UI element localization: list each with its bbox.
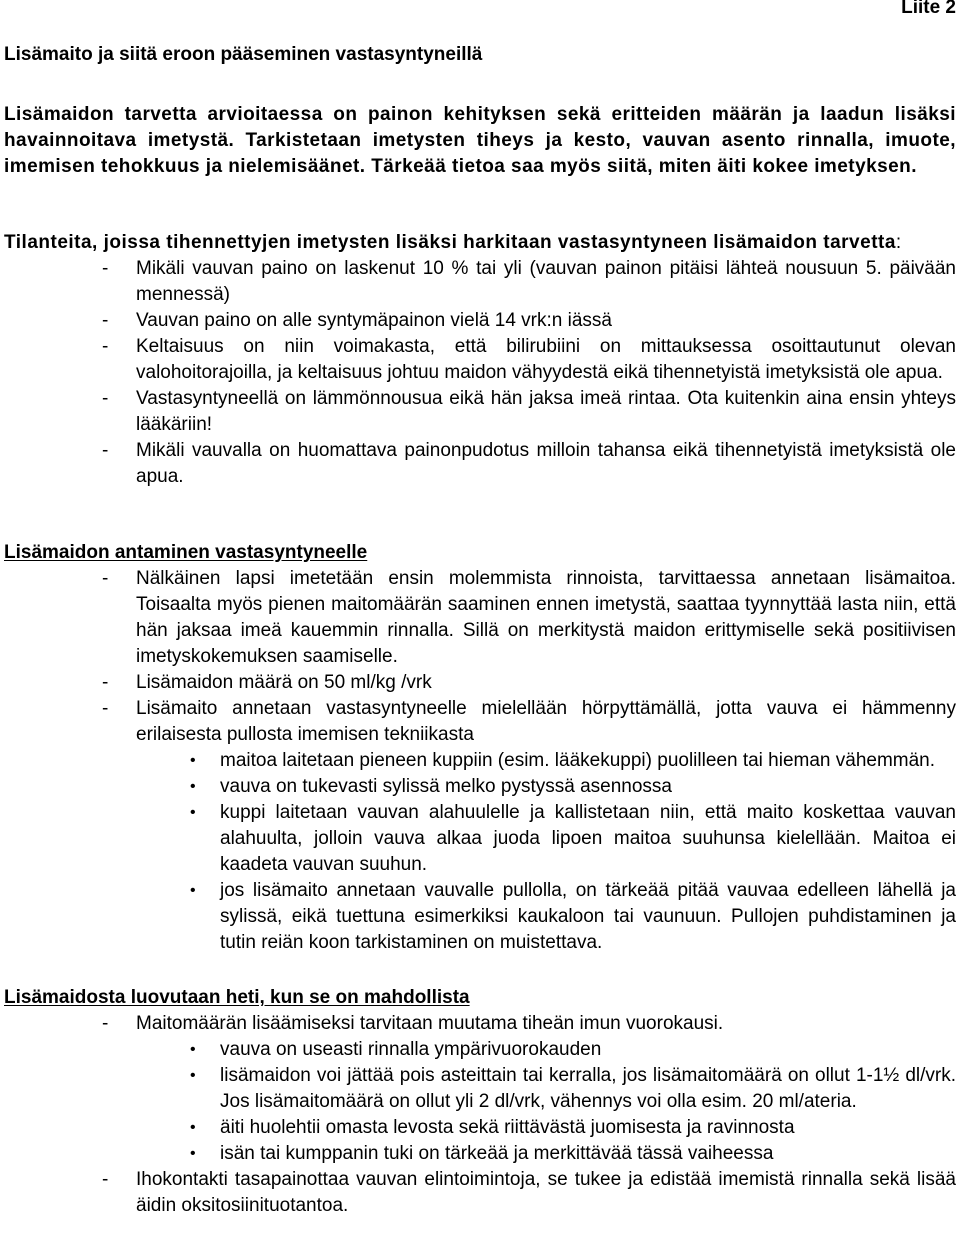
bullet-item bbox=[4, 774, 956, 800]
list-item-text: Mikäli vauvan paino on laskenut 10 % tai yli (vauvan painon pitäisi lähteä nousuun 5. päivään mennessä) bbox=[136, 258, 956, 305]
section-heading: Lisämaidon antaminen vastasyntyneelle bbox=[4, 542, 368, 563]
bullet-item-text: isän tai kumppanin tuki on tärkeää ja merkittävää tässä vaiheessa bbox=[220, 1143, 774, 1164]
list-item-text: Vauvan paino on alle syntymäpainon vielä 14 vrk:n iässä bbox=[136, 310, 612, 331]
list-item bbox=[4, 256, 956, 308]
bullet-item bbox=[4, 1115, 956, 1141]
weaning-list bbox=[4, 1011, 956, 1219]
list-item bbox=[4, 386, 956, 438]
bullet-item-text: vauva on tukevasti sylissä melko pystyssä asennossa bbox=[220, 776, 672, 797]
bullet-icon: • bbox=[190, 1067, 196, 1084]
bullet-item-text: maitoa laitetaan pieneen kuppiin (esim. lääkekuppi) puolilleen tai hieman vähemmän. bbox=[220, 750, 936, 771]
list-item-text: Maitomäärän lisäämiseksi tarvitaan muutama tiheän imun vuorokausi. bbox=[136, 1013, 724, 1034]
list-item bbox=[4, 334, 956, 386]
document-title: Lisämaito ja siitä eroon pääseminen vastasyntyneillä bbox=[4, 44, 483, 65]
situations-section bbox=[4, 230, 956, 490]
giving-list bbox=[4, 566, 956, 956]
list-item-text: Mikäli vauvalla on huomattava painonpudotus milloin tahansa eikä tihennetyistä imetyksistä ole apua. bbox=[136, 440, 956, 487]
list-item bbox=[4, 1167, 956, 1219]
bullet-icon: • bbox=[190, 752, 196, 769]
intro-paragraph: Lisämaidon tarvetta arvioitaessa on painon kehityksen sekä eritteiden määrän ja laadun lisäksi havainnoitava imetystä. Tarkistetaan imetysten tiheys ja kesto, vauvan asento rinnalla, imuote, imemisen tehokkuus ja nielemisäänet. Tärkeää tietoa saa myös siitä, miten äiti kokee imetyksen. bbox=[4, 104, 956, 177]
bullet-icon: • bbox=[190, 804, 196, 821]
dash-marker: - bbox=[102, 310, 109, 331]
list-item bbox=[4, 1011, 956, 1167]
bullet-icon: • bbox=[190, 882, 196, 899]
list-item bbox=[4, 308, 956, 334]
dash-marker: - bbox=[102, 1169, 109, 1190]
bullet-item bbox=[4, 748, 956, 774]
appendix-label: Liite 2 bbox=[901, 0, 956, 18]
bullet-item bbox=[4, 800, 956, 878]
cup-feeding-list bbox=[136, 748, 956, 956]
bullet-icon: • bbox=[190, 1119, 196, 1136]
section-heading: Lisämaidosta luovutaan heti, kun se on mahdollista bbox=[4, 987, 470, 1008]
list-item-text: Lisämaito annetaan vastasyntyneelle mielellään hörpyttämällä, jotta vauva ei hämmenny erilaisesta pullosta imemisen tekniikasta bbox=[136, 698, 956, 745]
dash-marker: - bbox=[102, 568, 109, 589]
bullet-item-text: vauva on useasti rinnalla ympärivuorokauden bbox=[220, 1039, 602, 1060]
list-item bbox=[4, 670, 956, 696]
list-item bbox=[4, 438, 956, 490]
list-item bbox=[4, 566, 956, 670]
dash-marker: - bbox=[102, 672, 109, 693]
dash-marker: - bbox=[102, 258, 109, 279]
bullet-item-text: jos lisämaito annetaan vauvalle pullolla, on tärkeää pitää vauvaa edelleen lähellä ja sylissä, eikä tuettuna esimerkiksi kaukaloon tai vaunuun. Pullojen puhdistaminen ja tutin reiän koon tarkistaminen on muistettava. bbox=[220, 880, 956, 953]
list-item-text: Ihokontakti tasapainottaa vauvan elintoimintoja, se tukee ja edistää imemistä rinnalla sekä lisää äidin oksitosiinituotantoa. bbox=[136, 1169, 956, 1216]
bullet-item bbox=[4, 878, 956, 956]
bullet-icon: • bbox=[190, 778, 196, 795]
situations-lead-colon: : bbox=[895, 232, 902, 253]
dash-marker: - bbox=[102, 440, 109, 461]
list-item-text: Nälkäinen lapsi imetetään ensin molemmista rinnoista, tarvittaessa annetaan lisämaitoa. Toisaalta myös pienen maitomäärän saaminen ennen imetystä, saattaa tyynnyttää lasta niin, että hän jaksaa imeä kauemmin rinnalla. Sillä on merkitystä maidon erittymiselle sekä positiivisen imetyskokemuksen saamiselle. bbox=[136, 568, 956, 667]
situations-lead bbox=[4, 230, 956, 256]
bullet-item bbox=[4, 1063, 956, 1115]
weaning-bullet-list bbox=[136, 1037, 956, 1167]
dash-marker: - bbox=[102, 388, 109, 409]
dash-marker: - bbox=[102, 1013, 109, 1034]
bullet-item bbox=[4, 1037, 956, 1063]
bullet-item bbox=[4, 1141, 956, 1167]
giving-section bbox=[4, 540, 956, 956]
bullet-item-text: äiti huolehtii omasta levosta sekä riittävästä juomisesta ja ravinnosta bbox=[220, 1117, 795, 1138]
list-item-text: Keltaisuus on niin voimakasta, että bilirubiini on mittauksessa osoittautunut olevan valohoitorajoilla, ja keltaisuus johtuu maidon vähyydestä eikä tihennetyistä imetyksistä ole apua. bbox=[136, 336, 956, 383]
bullet-item-text: kuppi laitetaan vauvan alahuulelle ja kallistetaan niin, että maito koskettaa vauvan alahuulta, jolloin vauva alkaa juoda lipoen maitoa suuhunsa kielellään. Maitoa ei kaadeta vauvan suuhun. bbox=[220, 802, 956, 875]
dash-marker: - bbox=[102, 698, 109, 719]
bullet-icon: • bbox=[190, 1145, 196, 1162]
dash-marker: - bbox=[102, 336, 109, 357]
weaning-section bbox=[4, 985, 956, 1219]
list-item-text: Vastasyntyneellä on lämmönnousua eikä hän jaksa imeä rintaa. Ota kuitenkin aina ensin yhteys lääkäriin! bbox=[136, 388, 956, 435]
situations-lead-bold: Tilanteita, joissa tihennettyjen imetysten lisäksi harkitaan vastasyntyneen lisämaidon tarvetta bbox=[4, 232, 896, 253]
bullet-item-text: lisämaidon voi jättää pois asteittain tai kerralla, jos lisämaitomäärä on ollut 1-1½ dl/vrk. Jos lisämaitomäärä on ollut yli 2 dl/vrk, vähennys voi olla esim. 20 ml/ateria. bbox=[220, 1065, 956, 1112]
situations-list bbox=[4, 256, 956, 490]
list-item bbox=[4, 696, 956, 956]
bullet-icon: • bbox=[190, 1041, 196, 1058]
list-item-text: Lisämaidon määrä on 50 ml/kg /vrk bbox=[136, 672, 432, 693]
